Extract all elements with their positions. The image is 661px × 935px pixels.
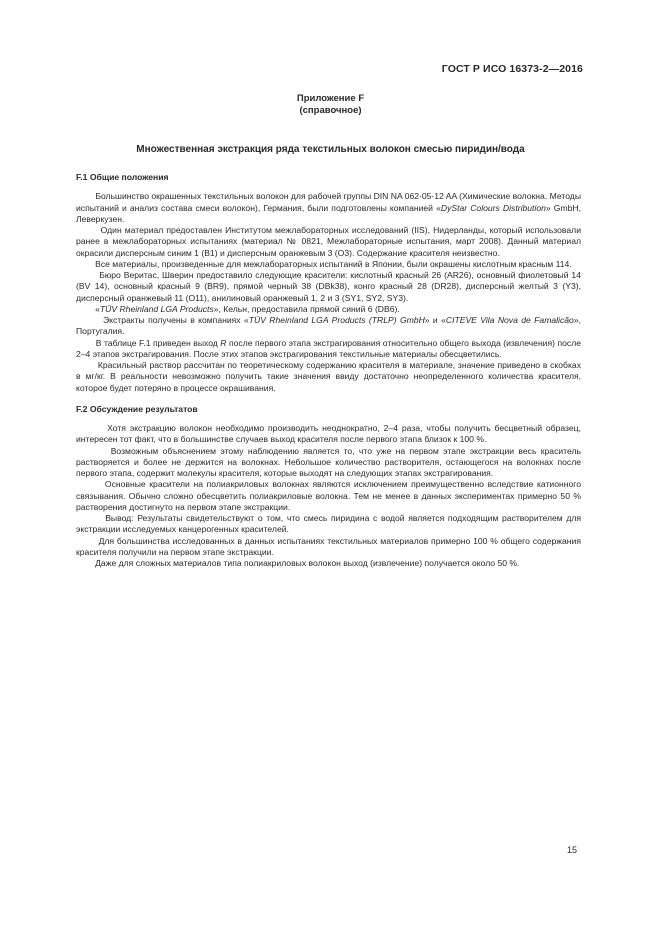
italic-text: TÜV Rheinland LGA Products (TRLP) GmbH bbox=[248, 315, 425, 325]
italic-text: R bbox=[220, 337, 227, 348]
paragraph: Основные красители на полиакриловых волокнах являются исключением преимущественно вследствие катионного связывания. Обычно сложно обесцветить полиакриловые волокна. Тем не менее в данных экспериментах примерно 50 % растворения достигнуто на первом этапе экстракции. bbox=[76, 479, 584, 512]
text-run: Большинство окрашенных текстильных волокон для рабочей группы DIN NA 062-05-12 AA (Химические волокна. Методы испытаний и анализ состава смеси волокон), Германия, были подготовлены компанией « bbox=[76, 191, 584, 213]
section-heading-f1: F.1 Общие положения bbox=[76, 172, 169, 182]
paragraph: Для большинства исследованных в данных испытаниях текстильных материалов примерно 100 % общего содержания красителя получили на первом этапе экстракции. bbox=[76, 535, 584, 557]
page-title: Множественная экстракция ряда текстильных волокон смесью пиридин/вода bbox=[136, 144, 525, 155]
paragraph bbox=[76, 191, 584, 225]
text-run: », Португалия. bbox=[76, 315, 584, 337]
appendix-label: Приложение F bbox=[296, 93, 365, 104]
paragraph: Бюро Веритас, Шверин предоставило следующие красители: кислотный красный 26 (AR26), основный фиолетовый 14 (BV 14), основный красный 9 (BR9), прямой черный 38 (DBk38), конго красный 28 (DR28), дисперсный желтый 3 (Y3), дисперсный оранжевый 11 (O11), анилиновый оранжевый 1, 2 и 3 (SY1, SY2, SY3). bbox=[76, 270, 584, 303]
paragraph: Хотя экстракцию волокон необходимо производить неоднократно, 2–4 раза, чтобы получить бесцветный образец, интересен тот факт, что в большинстве случаев выход красителя после первого этапа близок к 100 %. bbox=[76, 423, 584, 445]
section-heading-f2: F.2 Обсуждение результатов bbox=[76, 403, 198, 414]
document-body bbox=[76, 172, 584, 569]
paragraph: Даже для сложных материалов типа полиакриловых волокон выход (извлечение) получается около 50 %. bbox=[76, 558, 520, 568]
text-run: после первого этапа экстрагирования относительно общего выхода (извлечения) после 2–4 этапов экстрагирования. После этих этапов экстрагирования текстильные материалы обесцветились. bbox=[76, 337, 584, 359]
paragraph: Один материал предоставлен Институтом межлабораторных исследований (IIS), Нидерланды, который использовали ранее в межлабораторных испытаниях (материал № 0821, Межлабораторные испытания, март 2008). Данный материал окрасили дисперсным синим 1 (B1) и дисперсным оранжевым 3 (O3). Содержание красителя неизвестно. bbox=[76, 225, 584, 258]
text-run: » GmbH, Леверкузен. bbox=[76, 202, 584, 224]
text-run: Экстракты получены в компаниях « bbox=[76, 315, 249, 325]
text-run: « bbox=[76, 303, 100, 314]
italic-text: TÜV Rheinland LGA Products bbox=[99, 303, 214, 314]
text-run: », Кельн, предоставила прямой синий 6 (DB6). bbox=[213, 303, 400, 314]
paragraph bbox=[76, 337, 584, 361]
paragraph: Возможным объяснением этому наблюдению является то, что уже на первом этапе экстракции весь краситель растворяется и более не держится на волокнах. Небольшое количество растворителя, остающегося на волокнах после первого этапа, содержит молекулы красителя, которые выходят на следующих этапах экстрагирования. bbox=[76, 445, 584, 478]
paragraph bbox=[76, 315, 584, 338]
text-run: » и « bbox=[424, 315, 446, 325]
page-number: 15 bbox=[566, 845, 577, 855]
paragraph: Вывод: Результаты свидетельствуют о том, что смесь пиридина с водой является подходящим растворителем для экстракции исследуемых канцерогенных красителей. bbox=[76, 513, 584, 535]
italic-text: DyStar Colours Distribution bbox=[440, 202, 546, 213]
appendix-note: (справочное) bbox=[299, 105, 362, 116]
text-run: В таблице F.1 приведен выход bbox=[76, 337, 221, 348]
document-header: ГОСТ Р ИСО 16373-2—2016 bbox=[441, 63, 583, 75]
paragraph: Красильный раствор рассчитан по теоретическому содержанию красителя в материале, значение приведено в скобках в мг/кг. В реальности невозможно получить такие значения ввиду достаточно неопределенного количества красителя, которое будет потеряно в процессе окрашивания. bbox=[76, 360, 584, 393]
appendix-heading bbox=[0, 93, 661, 117]
italic-text: CITEVE Vila Nova de Famalicão bbox=[445, 315, 574, 325]
paragraph: Все материалы, произведенные для межлабораторных испытаний в Японии, были окрашены кислотным красным 114. bbox=[76, 258, 572, 269]
paragraph bbox=[76, 304, 581, 315]
